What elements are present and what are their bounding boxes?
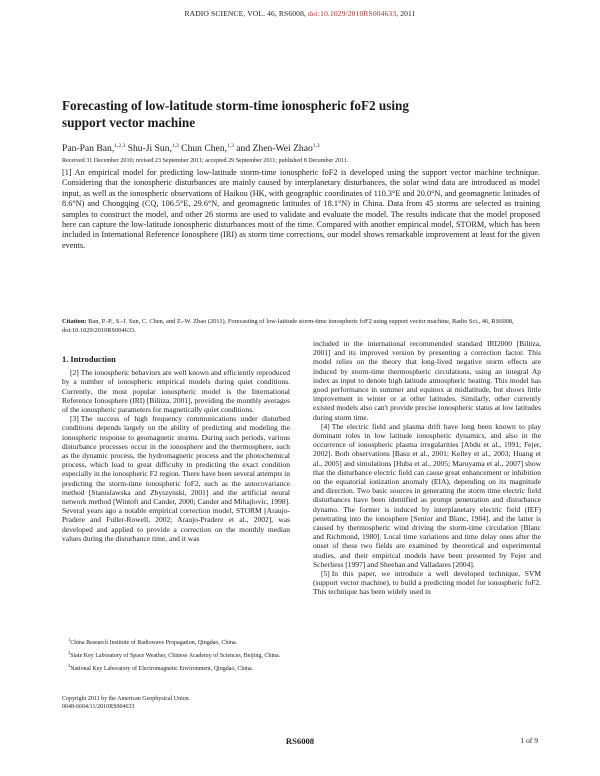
footer-page-number: 1 of 9	[520, 736, 538, 745]
journal-year: , 2011	[396, 9, 416, 18]
author: Chun Chen,$^{1,3}$	[181, 143, 234, 155]
citation-label: Citation:	[62, 318, 87, 325]
received-dates: Received 31 December 2010; revised 23 September 2011; accepted 29 September 2011; published 8 December 2011.	[62, 158, 349, 164]
body-paragraph: [4] The electric field and plasma drift have long been known to play dominant roles in low latitude ionospheric dynamics, and also in the occurrence of ionospheric plasma irregularities [Abdu et al., 1991; Fejer, 2002]. Both observations [Basu et al., 2001; Kelley et al., 2003; Huang et al., 2005] and simulations [Huba et al., 2005; Maruyama et al., 2007] show that the disturbance electric field can cause great enhancement or inhibition on the equatorial ionization anomaly (EIA), depending on its magnitude and direction. Two basic sources in generating the storm time electric field disturbances have been identified as prompt penetration and disturbance dynamo. The former is induced by interplanetary electric field (IEF) penetrating into the ionosphere [Senior and Blanc, 1984], and the latter is caused by thermospheric wind driving the storm-time circulation [Blanc and Richmond, 1980]. Local time variations and time delay ones after the onset of these two fields are examined by theoretical and experimental studies, and their empirical models have been presented by Fejer and Scherliess [1997] and Sheehan and Valladares [2004].	[313, 421, 541, 569]
paragraph-number: [1]	[62, 168, 72, 177]
author: Shu-Ji Sun,$^{1,3}$	[127, 143, 179, 155]
body-paragraph: [5] In this paper, we introduce a well developed technique, SVM (support vector machine), to build a predicting model for ionospheric foF2. This technique has been widely used in	[313, 569, 541, 597]
abstract-text: An empirical model for predicting low-latitude storm-time ionospheric foF2 is developed using the support vector machine technique. Considering that the ionospheric disturbances are mainly caused by interplanetary disturbances, the solar wind data are introduced as model input, as well as the ionospheric observations of Haikou (HK, with geographic coordinates of 110.3°E and 20.0°N, and geomagnetic latitudes of 8.6°N) and Chongqing (CQ, 106.5°E, 29.6°N, and geomagnetic latitudes of 18.1°N) in China. Data from 45 storms are selected as training samples to construct the model, and other 26 storms are used to validate and evaluate the model. The results indicate that the model proposed here can capture the low-latitude ionospheric disturbances most of the time. Compared with another empirical model, STORM, which has been included in International Reference Ionosphere (IRI) as storm time corrections, our model shows remarkable improvement at least for the given events.	[62, 168, 540, 250]
abstract	[62, 168, 540, 251]
citation	[62, 318, 540, 335]
running-head	[0, 9, 600, 18]
copyright-notice	[62, 696, 290, 712]
footnote: $^1$China Research Institute of Radiowave Propagation, Qingdao, China.	[68, 637, 238, 646]
footer-article-id: RS6008	[285, 736, 315, 746]
section-heading: 1. Introduction	[62, 355, 116, 364]
footnote: $^2$State Key Laboratory of Space Weather, Chinese Academy of Sciences, Beijing, China.	[68, 649, 281, 659]
body-paragraph: included in the international recommended standard IRI2000 [Bilitza, 2001] and its improved version by presenting a correction factor. This model relies on the theory that long-lived negative storm effects are induced by storm-time thermospheric circulations, using an integral Ap index as input to denote high latitude atmospheric heating. This model has good performance in summer and equinox at midlatitude, but shows little improvement in winter or at other latitudes. Similarly, other currently existed models also can't provide precise ionospheric status at low latitudes during storm time.	[313, 339, 541, 422]
author: and Zhen-Wei Zhao$^{1,3}$	[236, 143, 320, 155]
doi-link[interactable]: doi:10.1029/2010RS004633	[307, 9, 397, 18]
left-column	[62, 355, 290, 543]
article-title: Forecasting of low-latitude storm-time ionospheric foF2 using support vector machine	[62, 98, 409, 130]
body-paragraph: [3] The success of high frequency communications under disturbed conditions depends largely on the ability of predicting and modeling the ionospheric response to geomagnetic storms. During such periods, various disturbance processes occur in the ionosphere and the thermosphere, such as the dynamic process, the hydromagnetic process and the photochemical process, which lead to great difficulty in predicting the exact condition especially in the ionospheric F2 region. There have been several attempts in predicting the storm-time ionospheric foF2, such as the autocovariance method [Stanislawska and Zbyszynski, 2001] and the artificial neural network method [Wintoft and Cander, 2000; Cander and Mihajlovic, 1998]. Several years ago a notable empirical correction model, STORM [Araujo-Pradere and Fuller-Rowell, 2002; Araujo-Pradere et al., 2002], was developed and applied to provide a correction on the monthly median values during the disturbance time, and it was	[62, 414, 290, 543]
author: Pan-Pan Ban,$^{1,2,3}$	[62, 143, 126, 155]
body-paragraph: [2] The ionospheric behaviors are well known and efficiently reproduced by a number of ionospheric empirical models during quiet conditions. Currently, the most popular ionospheric model is the International Reference Ionosphere (IRI) [Bilitza, 2001], providing the monthly averages of the ionospheric parameters for magnetically quiet conditions.	[62, 368, 290, 415]
journal-info: RADIO SCIENCE, VOL. 46, RS6008,	[184, 9, 306, 18]
footnote: $^3$National Key Laboratory of Electromagnetic Environment, Qingdao, China.	[68, 662, 254, 672]
copyright-line: Copyright 2011 by the American Geophysical Union.	[62, 696, 191, 702]
affiliation-footnotes	[62, 636, 290, 674]
citation-text: Ban, P.-P., S.-J. Sun, C. Chen, and Z.-W. Zhao (2011), Forecasting of low-latitude storm-time ionospheric foF2 using support vector machine, Radio Sci., 46, RS6008, doi:10.1029/2010RS004633.	[62, 318, 514, 334]
right-column	[313, 339, 541, 597]
issn-line: 0048-6604/11/2010RS004633	[62, 703, 135, 710]
author-list	[62, 140, 542, 155]
